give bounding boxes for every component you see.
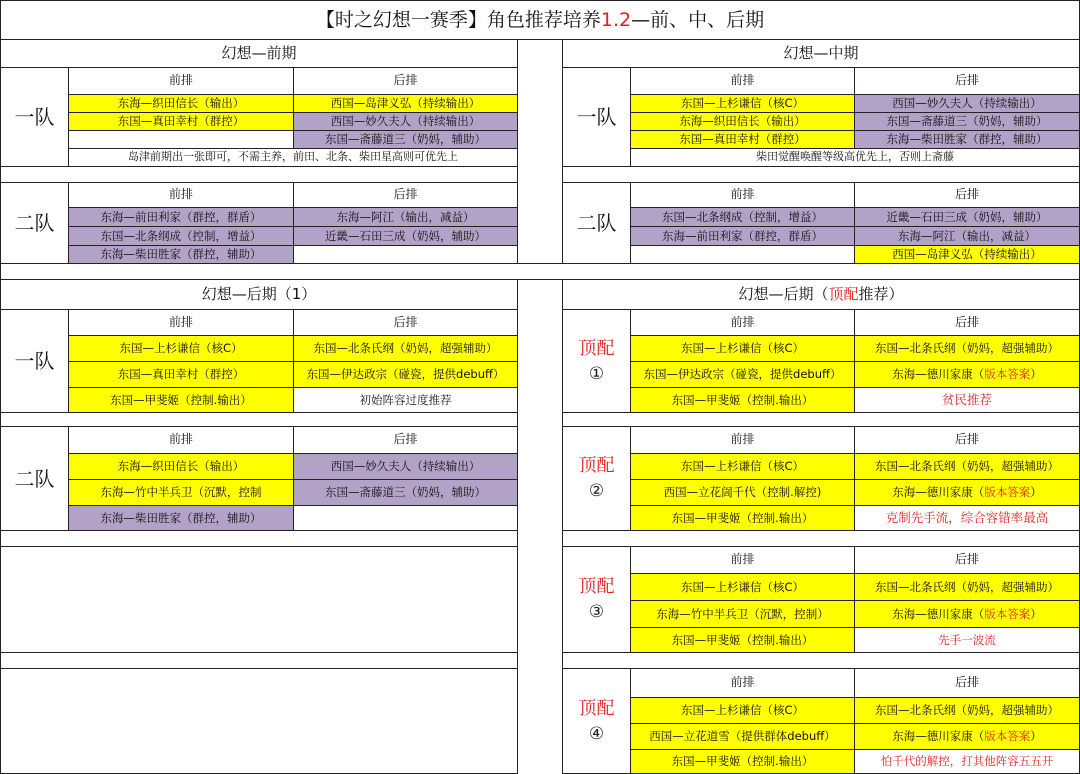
top-config-number: ② — [588, 481, 605, 502]
b2-front-3: 东国—甲斐姬（控制.输出） — [630, 505, 855, 531]
mid-t1-front-header: 前排 — [630, 67, 855, 95]
early-t2-back-header: 后排 — [293, 182, 518, 208]
b2-front-2: 西国—立花訚千代（控制.解控) — [630, 479, 855, 506]
b4-front-1: 东国—上杉谦信（核C） — [630, 697, 855, 724]
mid-t2-front-2: 东海—前田利家（群控，群盾） — [630, 226, 855, 246]
early-t1-back-3: 东国—斋藤道三（奶妈，辅助） — [293, 130, 518, 149]
b3-back-2 — [854, 600, 1080, 628]
b2-note: 克制先手流，综合容错率最高 — [854, 505, 1080, 531]
b3-back-1: 东国—北条氏纲（奶妈，超强辅助） — [854, 573, 1080, 601]
version-answer-tag: 版本答案 — [984, 606, 1031, 621]
b4-front-2: 西国—立花道雪（提供群体debuff） — [630, 723, 855, 750]
spacer-row — [0, 412, 518, 427]
mid-t2-front-3 — [630, 245, 855, 264]
mid-t2-front-1: 东国—北条纲成（控制，增益） — [630, 207, 855, 227]
b3-front-2: 东海—竹中半兵卫（沉默，控制） — [630, 600, 855, 628]
top-config-1-label — [562, 309, 631, 413]
early-team2-label: 二队 — [0, 182, 69, 264]
title-suffix: —前、中、后期 — [631, 8, 765, 31]
mid-t1-front-2: 东海—织田信长（输出） — [630, 112, 855, 131]
b1-back-2-close: ） — [1030, 367, 1042, 382]
late2-section-title — [562, 279, 1080, 310]
early-team1-label: 一队 — [0, 67, 69, 167]
top-config-3-label — [562, 546, 631, 653]
b2-back-1: 东国—北条氏纲（奶妈，超强辅助） — [854, 453, 1080, 480]
spacer-row — [0, 166, 518, 183]
version-answer-tag: 版本答案 — [984, 367, 1031, 382]
b1-back-2-text: 东海—德川家康（ — [892, 367, 985, 382]
b2-back-2-text: 东海—德川家康（ — [892, 485, 985, 500]
late1-t2-front-2: 东海—竹中半兵卫（沉默，控制 — [68, 479, 294, 506]
spacer-row — [0, 263, 1080, 280]
mid-t1-back-1: 西国—妙久夫人（持续输出） — [854, 94, 1080, 113]
b1-front-2: 东国—伊达政宗（碰瓷，提供debuff） — [630, 361, 855, 388]
spacer-row — [0, 652, 518, 669]
title-text: 【时之幻想一赛季】角色推荐培养 — [315, 8, 601, 31]
b4-back-header: 后排 — [854, 668, 1080, 698]
late1-t2-front-3: 东海—柴田胜家（群控，辅助） — [68, 505, 294, 531]
mid-t1-back-3: 东海—柴田胜家（群控，辅助） — [854, 130, 1080, 149]
mid-team2-label: 二队 — [562, 182, 631, 264]
early-t2-front-header: 前排 — [68, 182, 294, 208]
late1-t1-back-2: 东国—伊达政宗（碰瓷，提供debuff） — [293, 361, 518, 388]
b4-front-3: 东国—甲斐姬（控制.输出） — [630, 749, 855, 774]
mid-t2-back-header: 后排 — [854, 182, 1080, 208]
early-t2-front-3: 东海—柴田胜家（群控，辅助） — [68, 245, 294, 264]
b4-front-header: 前排 — [630, 668, 855, 698]
b1-front-3: 东国—甲斐姬（控制.输出） — [630, 387, 855, 413]
mid-t2-back-3: 西国—岛津义弘（持续输出） — [854, 245, 1080, 264]
late1-t2-back-header: 后排 — [293, 426, 518, 454]
top-config-2-label — [562, 426, 631, 531]
b2-back-2-close: ） — [1030, 485, 1042, 500]
late1-t2-front-header: 前排 — [68, 426, 294, 454]
top-config-text: 顶配 — [578, 576, 615, 598]
late1-t1-back-header: 后排 — [293, 309, 518, 336]
empty-block — [0, 668, 518, 774]
late1-t1-front-1: 东国—上杉谦信（核C） — [68, 335, 294, 362]
mid-t1-note: 柴田觉醒唤醒等级高优先上，否则上斋藤 — [630, 148, 1080, 167]
mid-team1-label: 一队 — [562, 67, 631, 167]
late1-t1-back-1: 东国—北条氏纲（奶妈，超强辅助） — [293, 335, 518, 362]
late2-title-a: 幻想—后期（ — [738, 285, 829, 304]
mid-t1-front-1: 东国—上杉谦信（核C） — [630, 94, 855, 113]
early-t2-back-2: 近畿—石田三成（奶妈，辅助） — [293, 226, 518, 246]
b2-back-2 — [854, 479, 1080, 506]
b4-back-2-close: ） — [1030, 729, 1042, 744]
empty-block — [0, 546, 518, 653]
b3-front-1: 东国—上杉谦信（核C） — [630, 573, 855, 601]
early-t2-back-1: 东海—阿江（输出，减益） — [293, 207, 518, 227]
early-t1-back-2: 西国—妙久夫人（持续输出） — [293, 112, 518, 131]
late1-t2-back-1: 西国—妙久夫人（持续输出） — [293, 453, 518, 480]
b1-back-1: 东国—北条氏纲（奶妈，超强辅助） — [854, 335, 1080, 362]
b3-back-2-close: ） — [1030, 606, 1042, 621]
early-t1-back-header: 后排 — [293, 67, 518, 95]
spacer-row — [0, 530, 518, 547]
spacer-row — [562, 412, 1080, 427]
b4-back-2 — [854, 723, 1080, 750]
top-config-number: ③ — [588, 602, 605, 623]
b2-front-header: 前排 — [630, 426, 855, 454]
b3-note: 先手一波流 — [854, 627, 1080, 653]
late1-team1-label: 一队 — [0, 309, 69, 413]
early-t1-front-header: 前排 — [68, 67, 294, 95]
b4-back-2-text: 东海—德川家康（ — [892, 729, 985, 744]
mid-section-title: 幻想—中期 — [562, 39, 1080, 68]
top-config-text: 顶配 — [578, 455, 615, 477]
top-config-text: 顶配 — [578, 697, 615, 719]
b2-front-1: 东国—上杉谦信（核C） — [630, 453, 855, 480]
early-t1-note: 岛津前期出一张即可，不需主养，前田、北条、柴田星高则可优先上 — [68, 148, 518, 167]
late1-t2-front-1: 东海—织田信长（输出） — [68, 453, 294, 480]
version-answer-tag: 版本答案 — [984, 485, 1031, 500]
spacer-row — [562, 530, 1080, 547]
late1-section-title: 幻想—后期（1） — [0, 279, 518, 310]
b3-front-header: 前排 — [630, 546, 855, 574]
late1-t1-front-2: 东国—真田幸村（群控） — [68, 361, 294, 388]
mid-t1-front-3: 东国—真田幸村（群控） — [630, 130, 855, 149]
late1-t1-note: 初始阵容过度推荐 — [293, 387, 518, 413]
b1-front-1: 东国—上杉谦信（核C） — [630, 335, 855, 362]
top-config-number: ④ — [588, 723, 605, 744]
early-t1-back-1: 西国—岛津义弘（持续输出） — [293, 94, 518, 113]
early-t2-front-1: 东海—前田利家（群控，群盾） — [68, 207, 294, 227]
b1-back-header: 后排 — [854, 309, 1080, 336]
b2-back-header: 后排 — [854, 426, 1080, 454]
early-section-title: 幻想—前期 — [0, 39, 518, 68]
spacer-row — [562, 166, 1080, 183]
b1-back-2 — [854, 361, 1080, 388]
late1-team2-label: 二队 — [0, 426, 69, 531]
top-config-number: ① — [588, 363, 605, 384]
b4-back-1: 东国—北条氏纲（奶妈，超强辅助） — [854, 697, 1080, 724]
b3-back-2-text: 东海—德川家康（ — [892, 606, 985, 621]
late1-t1-front-header: 前排 — [68, 309, 294, 336]
page-title — [0, 0, 1080, 40]
late1-t2-back-2: 东国—斋藤道三（奶妈，辅助） — [293, 479, 518, 506]
top-config-text: 顶配 — [578, 337, 615, 359]
spacer-row — [562, 652, 1080, 669]
late2-title-highlight: 顶配 — [828, 285, 859, 304]
mid-t1-back-2: 东国—斋藤道三（奶妈，辅助） — [854, 112, 1080, 131]
early-t2-front-2: 东国—北条纲成（控制，增益） — [68, 226, 294, 246]
mid-t2-front-header: 前排 — [630, 182, 855, 208]
early-t1-front-2: 东国—真田幸村（群控） — [68, 112, 294, 131]
b1-note: 贫民推荐 — [854, 387, 1080, 413]
late1-t1-front-3: 东国—甲斐姬（控制.输出） — [68, 387, 294, 413]
early-t1-front-1: 东海—织田信长（输出） — [68, 94, 294, 113]
top-config-4-label — [562, 668, 631, 774]
title-version: 1.2 — [600, 8, 632, 31]
b1-front-header: 前排 — [630, 309, 855, 336]
mid-t2-back-2: 东海—阿江（输出，减益） — [854, 226, 1080, 246]
late2-title-c: 推荐） — [858, 285, 904, 304]
late1-t2-back-3 — [293, 505, 518, 531]
early-t2-back-3 — [293, 245, 518, 264]
mid-t1-back-header: 后排 — [854, 67, 1080, 95]
b3-front-3: 东国—甲斐姬（控制.输出） — [630, 627, 855, 653]
b4-note: 怕千代的解控，打其他阵容五五开 — [854, 749, 1080, 774]
mid-t2-back-1: 近畿—石田三成（奶妈，辅助） — [854, 207, 1080, 227]
version-answer-tag: 版本答案 — [984, 729, 1031, 744]
b3-back-header: 后排 — [854, 546, 1080, 574]
early-t1-front-3 — [68, 130, 294, 149]
